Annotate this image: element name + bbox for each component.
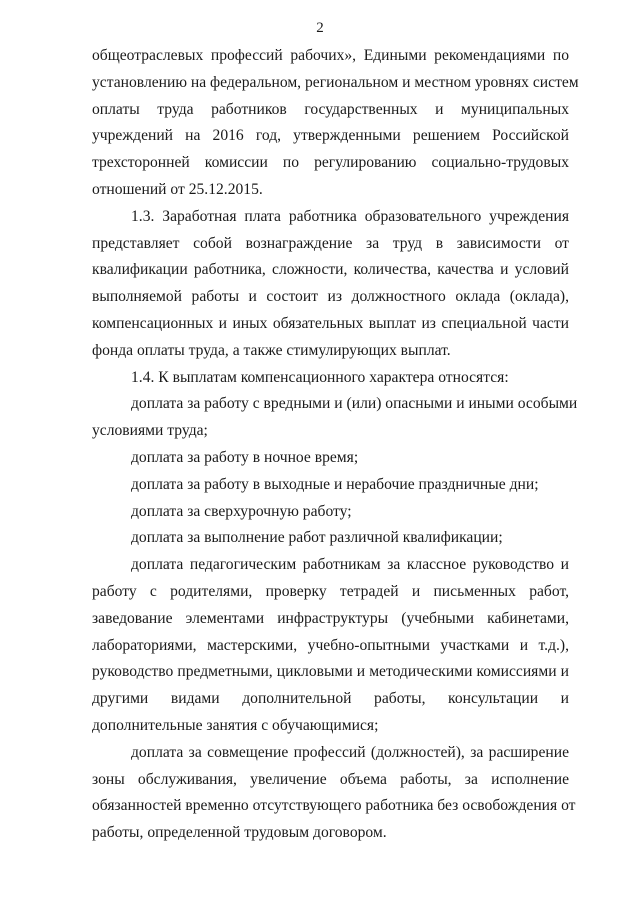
text-line: лабораториями, мастерскими, учебно-опытными участками и т.д.), — [92, 636, 569, 654]
paragraph — [92, 204, 569, 365]
text-line: другими видами дополнительной работы, консультации и — [92, 690, 569, 708]
text-line: представляет собой вознаграждение за труд в зависимости от — [92, 234, 569, 252]
text-line: установлению на федеральном, региональном и местном уровнях систем — [92, 73, 579, 91]
text-line: дополнительные занятия с обучающимися; — [92, 716, 379, 734]
text-line: доплата за работу с вредными и (или) опасными и иными особыми — [131, 395, 578, 413]
text-line: доплата за работу в ночное время; — [131, 448, 359, 466]
text-line: квалификации работника, сложности, количества, качества и условий — [92, 261, 569, 279]
paragraph — [92, 499, 569, 526]
paragraph — [92, 43, 579, 204]
paragraph — [92, 445, 569, 472]
text-line: заведование элементами инфраструктуры (учебными кабинетами, — [92, 609, 569, 627]
text-line: 1.3. Заработная плата работника образовательного учреждения — [131, 207, 569, 225]
text-line: руководство предметными, цикловыми и методическими комиссиями и — [92, 663, 569, 681]
text-line: доплата за совмещение профессий (должностей), за расширение — [131, 743, 569, 761]
text-line: общеотраслевых профессий рабочих», Едиными рекомендациями по — [92, 47, 569, 64]
document-body — [92, 43, 579, 847]
text-line: доплата за выполнение работ различной квалификации; — [131, 529, 503, 547]
text-line: зоны обслуживания, увеличение объема работы, за исполнение — [92, 770, 569, 788]
paragraph — [92, 391, 578, 445]
text-line: отношений от 25.12.2015. — [92, 180, 263, 198]
text-line: 1.4. К выплатам компенсационного характера относятся: — [131, 368, 509, 386]
text-line: доплата за работу в выходные и нерабочие праздничные дни; — [131, 475, 539, 493]
text-line: выполняемой работы и состоит из должностного оклада (оклада), — [92, 288, 569, 306]
text-line: доплата педагогическим работникам за классное руководство и — [131, 556, 569, 574]
paragraph — [92, 740, 576, 847]
text-line: учреждений на 2016 год, утвержденными решением Российской — [92, 127, 569, 145]
text-line: обязанностей временно отсутствующего работника без освобождения от — [92, 797, 576, 815]
paragraph — [92, 525, 569, 552]
text-line: компенсационных и иных обязательных выплат из специальной части — [92, 314, 569, 332]
text-line: работу с родителями, проверку тетрадей и письменных работ, — [92, 582, 569, 600]
paragraph — [92, 472, 569, 499]
text-line: доплата за сверхурочную работу; — [131, 502, 352, 520]
text-line: фонда оплаты труда, а также стимулирующих выплат. — [92, 341, 451, 359]
text-line: трехсторонней комиссии по регулированию социально-трудовых — [92, 154, 569, 172]
text-line: условиями труда; — [92, 422, 208, 440]
page-number: 2 — [316, 20, 324, 36]
paragraph — [92, 552, 569, 740]
text-line: работы, определенной трудовым договором. — [92, 824, 387, 842]
paragraph — [92, 365, 569, 392]
text-line: оплаты труда работников государственных и муниципальных — [92, 100, 569, 118]
